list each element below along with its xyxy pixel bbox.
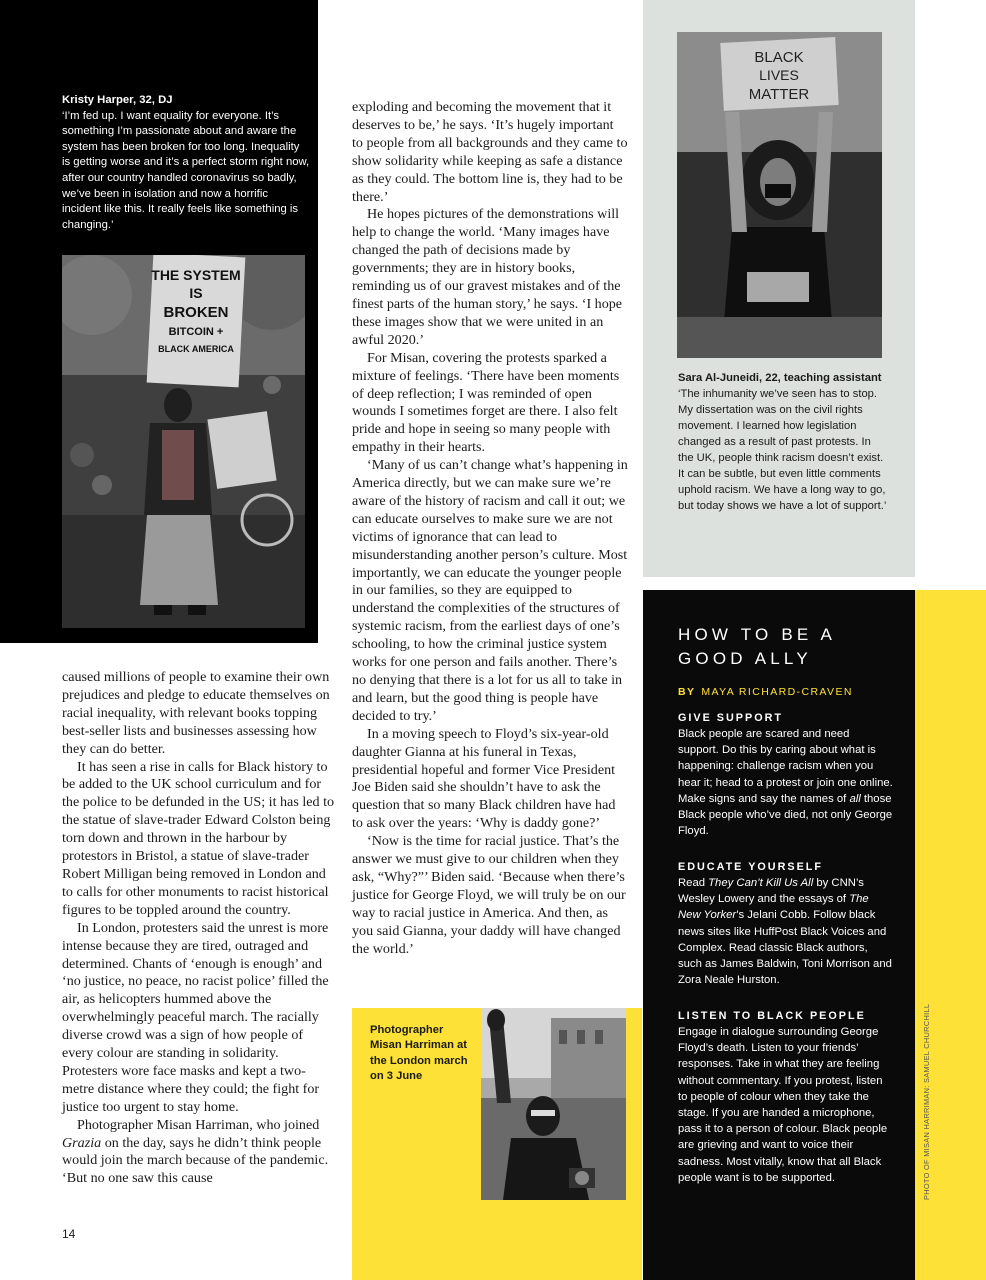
- caption-name: Sara Al-Juneidi, 22, teaching assistant: [678, 372, 882, 384]
- section-educate-yourself: [678, 860, 893, 988]
- paragraph: ‘Many of us can’t change what’s happening in America directly, but we can make sure we’re aware of the history of racism and call it out; we can educate ourselves to make sure we are not victims of ignorance that can lead to misunderstanding another person’s culture. Most importantly, we can educate the younger people in our families, so they are equipped to understand the complexities of the structures of systemic racism, from the earliest days of one’s schooling, to how the criminal justice system works for one person and fails another. There’s no denying that there is a lot for us all to take in and learn, but the good thing is people have decided to try.’: [352, 457, 628, 724]
- photo-credit: PHOTO OF MISAN HARRIMAN: SAMUEL CHURCHILL: [922, 1003, 931, 1200]
- section-body: Black people are scared and need support. Do this by caring about what is happening: challenge racism when you hear it; head to a protest or join one online. Make signs and say the names of all those Black people who’ve died, not only George Floyd.: [678, 728, 893, 838]
- paragraph: It has seen a rise in calls for Black history to be added to the UK school curriculum and for the police to be defunded in the US; it has led to the statue of slave-trader Edward Colston being torn down and thrown in the harbour by protestors in Bristol, a statue of slave-trader Robert Milligan being removed in London and to calls for other monuments to racist historical figures to be toppled around the country.: [62, 758, 335, 918]
- section-heading: LISTEN TO BLACK PEOPLE: [678, 1010, 866, 1022]
- caption-quote: ‘I’m fed up. I want equality for everyone. It’s something I’m passionate about and aware the system has been broken for too long. Inequality is getting worse and it’s a perfect storm right now, after our country handled coronavirus so badly, we’ve been in isolation and now a horrific incident like this. It really feels like something is changing.’: [62, 109, 310, 231]
- section-heading: GIVE SUPPORT: [678, 712, 783, 724]
- sign-line-2: LIVES: [759, 67, 799, 83]
- section-body: Engage in dialogue surrounding George Floyd’s death. Listen to your friends’ responses. Take in what they are feeling without commentary. If you protest, listen to people of colour when they take the stage. If you are handed a microphone, pass it to a person of colour. Black people are grieving and want to voice their sadness. Most vitally, know that all Black people want is to be supported.: [678, 1026, 888, 1184]
- paragraph: exploding and becoming the movement that it deserves to be,’ he says. ‘It’s hugely important to people from all backgrounds and they came to show solidarity while keeping as safe a distance as they could. The bottom line is, they had to be there.’: [352, 99, 628, 205]
- sign-line-2: IS: [189, 285, 203, 301]
- sidebar-byline: [678, 686, 853, 698]
- paragraph: In London, protesters said the unrest is more intense because they are tired, outraged and determined. Chants of ‘enough is enough’ and ‘no justice, no peace, no racist police’ filled the air, as helicopters hummed above the overwhelmingly peaceful march. The racially diverse crowd was a sign of how people of every colour are standing in solidarity. Protesters wore face masks and kept a two-metre distance where they could; the fight for justice too urgent to stay home.: [62, 919, 329, 1115]
- ally-sidebar: [643, 590, 915, 1280]
- photo-sara-al-juneidi: [677, 32, 882, 358]
- sign-line-3: MATTER: [748, 86, 810, 103]
- sign-line-5: BLACK AMERICA: [158, 344, 234, 354]
- page-number: 14: [62, 1227, 76, 1241]
- section-body: Read They Can’t Kill Us All by CNN’s Wesley Lowery and the essays of The New Yorker’s Jelani Cobb. Follow black news sites like HuffPost Black Voices and Complex. Read classic Black authors, such as James Baldwin, Toni Morrison and Zora Neale Hurston.: [678, 877, 892, 987]
- section-give-support: [678, 711, 893, 839]
- section-listen: [678, 1009, 893, 1186]
- photo-misan-harriman: [481, 1008, 626, 1200]
- paragraph: caused millions of people to examine their own prejudices and pledge to educate themselves on racial inequality, with relevant books topping best-seller lists and businesses assessing how they can do better.: [62, 669, 330, 757]
- sign-line-3: BROKEN: [163, 304, 229, 321]
- paragraph: In a moving speech to Floyd’s six-year-old daughter Gianna at his funeral in Texas, presidential hopeful and former Vice President Joe Biden said she shouldn’t have to ask the question that so many Black children have had to ask over the years: ‘Why is daddy gone?’: [352, 725, 616, 832]
- byline-author: MAYA RICHARD-CRAVEN: [701, 686, 853, 698]
- paragraph: ‘Now is the time for racial justice. That’s the answer we must give to our children when they ask, “Why?”’ Biden said. ‘Because when there’s justice for George Floyd, we will truly be on our way to racial justice in America. And then, as you said Gianna, your daddy will have changed the world.’: [352, 833, 626, 957]
- byline-by: BY: [678, 686, 696, 698]
- sign-line-1: BLACK: [754, 49, 804, 66]
- photo-kristy-harper: [62, 255, 305, 628]
- paragraph: He hopes pictures of the demonstrations will help to change the world. ‘Many images have changed the path of decisions made by governments; they are in history books, reminding us of our gravest mistakes and of the finest parts of the human story,’ he says. ‘I hope these images show that we were united in an awful 2020.’: [352, 206, 623, 348]
- paragraph: Photographer Misan Harriman, who joined Grazia on the day, says he didn’t think people would join the march because of the pandemic. ‘But no one saw this cause: [62, 1116, 329, 1187]
- paragraph: For Misan, covering the protests sparked a mixture of feelings. ‘There have been moments of deep reflection; I was reminded of open wounds I sometimes forget are there. I also felt pride and hope in seeing so many people with empathy in their hearts.: [352, 349, 620, 456]
- section-heading: EDUCATE YOURSELF: [678, 861, 823, 873]
- sign-line-1: THE SYSTEM: [151, 267, 241, 283]
- caption-name: Kristy Harper, 32, DJ: [62, 94, 173, 106]
- sign-line-4: BITCOIN +: [168, 326, 224, 338]
- body-column-1: [62, 669, 336, 1188]
- caption-sara-al-juneidi: [678, 370, 888, 514]
- sidebar-title: HOW TO BE A GOOD ALLY: [678, 625, 836, 668]
- caption-misan-harriman: Photographer Misan Harriman at the London march on 3 June: [370, 1024, 468, 1083]
- caption-quote: ‘The inhumanity we’ve seen has to stop. My dissertation was on the civil rights movement. I learned how legislation changed as a result of past protests. In the UK, people think racism doesn’t exist. It can be subtle, but even little comments uphold racism. We have a long way to go, but today shows we have a lot of support.’: [678, 388, 887, 512]
- body-column-2: [352, 99, 628, 959]
- caption-kristy-harper: [62, 93, 310, 233]
